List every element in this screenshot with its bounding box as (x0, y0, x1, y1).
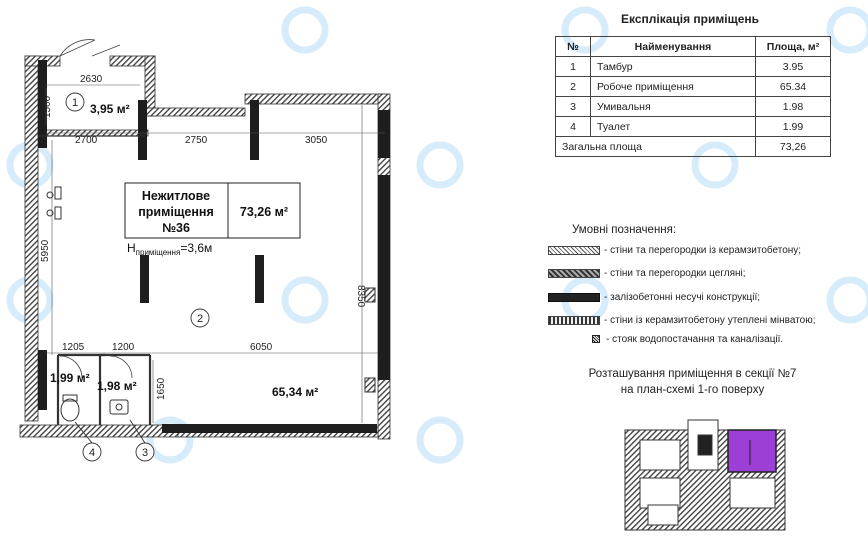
table-row (556, 97, 831, 117)
location-caption-line1: Розташування приміщення в секції №7 (588, 368, 797, 380)
insulated-wall-swatch-icon (548, 316, 600, 325)
section-location-map (625, 420, 785, 530)
total-label: Загальна площа (556, 137, 756, 157)
dim-2630: 2630 (80, 74, 103, 85)
table-header-row (556, 37, 831, 57)
dim-2700: 2700 (75, 135, 98, 146)
total-area: 73,26 (756, 137, 831, 157)
row-number: 4 (556, 117, 591, 137)
water-riser-icon (592, 335, 600, 343)
row-area: 3.95 (756, 57, 831, 77)
room-marker-1: 1 (71, 97, 79, 109)
highlighted-premises (728, 430, 776, 472)
dim-5950: 5950 (40, 239, 51, 262)
col-header-name: Найменування (591, 37, 756, 57)
table-row (556, 57, 831, 77)
row-area: 1.99 (756, 117, 831, 137)
dim-1200: 1200 (112, 342, 135, 353)
row-area: 1.98 (756, 97, 831, 117)
legend-item-concrete-structures: - залізобетонні несучі конструкції; (548, 291, 760, 303)
room-name-line2: приміщення (138, 205, 214, 219)
ceiling-height: $Н_{приміщення}=3,6м$ (127, 241, 213, 257)
door-swings (60, 40, 132, 378)
legend-item-keramzit-walls: - стіни та перегородки із керамзитобетону; (548, 244, 801, 256)
col-header-area: Площа, м² (756, 37, 831, 57)
legend-item-water-riser: - стояк водопостачання та каналізації. (548, 333, 783, 345)
dim-1205: 1205 (62, 342, 85, 353)
location-caption (555, 366, 830, 398)
dim-3050: 3050 (305, 135, 328, 146)
room1-area: 3,95 м² (90, 102, 130, 116)
row-name: Робоче приміщення (591, 77, 756, 97)
room-total-area: 73,26 м² (239, 205, 289, 219)
room3-area: 1,98 м² (97, 379, 137, 393)
dim-8350: 8350 (355, 285, 366, 308)
room-marker-3: 3 (141, 447, 149, 459)
keramzit-wall-swatch-icon (548, 246, 600, 255)
dim-1500: 1500 (42, 95, 53, 118)
table-row (556, 117, 831, 137)
legend-item-insulated-walls: - стіни із керамзитобетону утеплені мінватою; (548, 314, 816, 326)
room4-area: 1,99 м² (50, 371, 90, 385)
legend-item-brick-walls: - стіни та перегородки цегляні; (548, 267, 746, 279)
location-caption-line2: на план-схемі 1-го поверху (620, 384, 765, 396)
row-number: 3 (556, 97, 591, 117)
room-marker-2: 2 (196, 313, 204, 325)
col-header-number: № (556, 37, 591, 57)
dim-2750: 2750 (185, 135, 208, 146)
room-info-box (125, 183, 300, 238)
dim-6050: 6050 (250, 342, 273, 353)
dim-1650: 1650 (156, 377, 167, 400)
concrete-swatch-icon (548, 293, 600, 302)
row-name: Умивальня (591, 97, 756, 117)
room-name-line1: Нежитлове (141, 189, 211, 203)
brick-wall-swatch-icon (548, 269, 600, 278)
room-name-line3: №36 (162, 221, 190, 235)
row-name: Тамбур (591, 57, 756, 77)
room-markers (66, 93, 209, 461)
row-name: Туалет (591, 117, 756, 137)
table-total-row (556, 137, 831, 157)
legend-title: Умовні позначення: (572, 224, 677, 236)
row-number: 2 (556, 77, 591, 97)
room2-area: 65,34 м² (272, 385, 319, 399)
row-number: 1 (556, 57, 591, 77)
explication-table (555, 36, 831, 157)
explication-title: Експлікація приміщень (620, 12, 760, 26)
room-marker-4: 4 (88, 447, 96, 459)
row-area: 65.34 (756, 77, 831, 97)
table-row (556, 77, 831, 97)
